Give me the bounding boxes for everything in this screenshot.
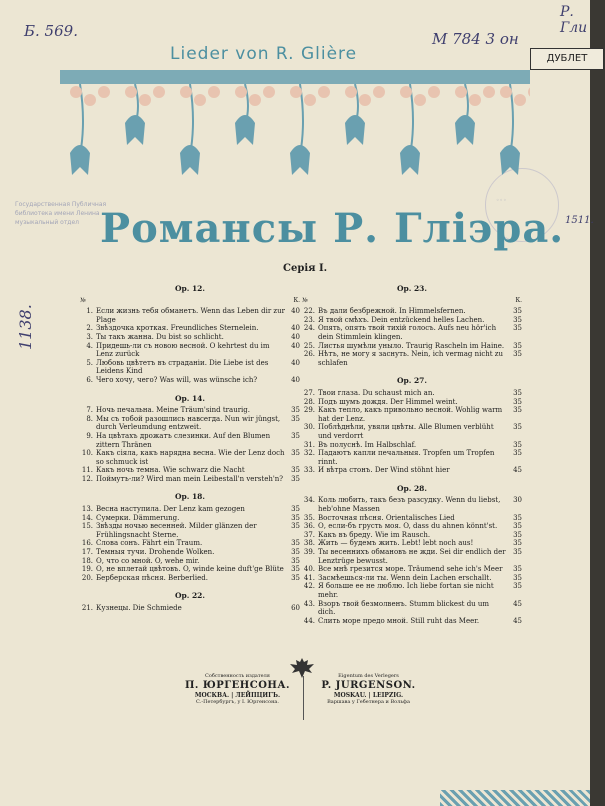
- song-entry: [80, 522, 300, 539]
- song-entry: [302, 423, 522, 440]
- song-title: Нѣтъ, не могу я заснуть. Nein, ich vermag nicht zu schlafen: [318, 350, 504, 367]
- song-number: 10.: [81, 449, 93, 458]
- publisher-note: Собственность издателя: [205, 673, 270, 679]
- song-number: 28.: [303, 397, 315, 406]
- song-number: 32.: [303, 449, 315, 458]
- opus-heading: Op. 23.: [396, 284, 428, 293]
- song-price: 35: [513, 397, 522, 406]
- song-title: Если жизнь тебя обманетъ. Wenn das Leben dir zur Plage: [96, 307, 285, 324]
- number-header: №: [80, 296, 86, 304]
- song-number: 20.: [81, 573, 93, 582]
- song-number: 15.: [81, 522, 93, 531]
- song-price: 35: [291, 565, 300, 574]
- song-entry: [80, 565, 300, 574]
- song-price: 35: [291, 539, 300, 548]
- price-header: К.: [515, 296, 522, 304]
- price-header: К.: [293, 296, 300, 304]
- song-title: Засмѣешься-ли ты. Wenn dein Lachen erschallt.: [318, 573, 492, 582]
- song-number: 17.: [81, 548, 93, 557]
- song-number: 33.: [303, 466, 315, 475]
- opus-group: [80, 592, 300, 612]
- song-entry: [302, 449, 522, 466]
- song-title: Твои глаза. Du schaust mich an.: [318, 388, 435, 397]
- background-edge: [590, 0, 605, 806]
- handwritten-composer-note: Р. Гли: [560, 4, 588, 36]
- song-title: Поблѣднѣли, увяли цвѣты. Alle Blumen verblüht und verdorrt: [318, 423, 494, 440]
- song-price: 40: [291, 332, 300, 341]
- publisher-russian: [175, 673, 300, 705]
- song-entry: [302, 350, 522, 367]
- song-entry: [80, 514, 300, 523]
- song-title: Взоръ твой безмолвенъ. Stumm blickest du um dich.: [318, 599, 490, 617]
- song-price: 35: [513, 513, 522, 522]
- song-price: 35: [513, 449, 522, 458]
- column-header: [302, 297, 522, 306]
- song-title: О, не вплетай цвѣтовъ. O, winde keine duft'ge Blüte: [96, 565, 284, 574]
- round-stamp-mark: ◦◦◦: [496, 197, 507, 204]
- song-title: Какъ тепло, какъ привольно весной. Wohlig warm hat der Lenz.: [318, 406, 503, 423]
- song-entry: [80, 548, 300, 557]
- song-price: 40: [291, 358, 300, 367]
- opus-group: [80, 285, 300, 385]
- song-price: 35: [513, 423, 522, 432]
- song-price: 35: [291, 522, 300, 531]
- song-number: 13.: [81, 505, 93, 514]
- song-list-left: [80, 285, 300, 623]
- song-entry: [80, 505, 300, 514]
- song-title: Поймутъ-ли? Wird man mein Leibestall'n versteh'n?: [96, 474, 284, 483]
- song-number: 19.: [81, 565, 93, 574]
- song-title: Придешь-ли съ новою весной. O kehrtest du im Lenz zurück: [96, 341, 270, 359]
- song-title: Звѣзды ночью весенней. Milder glänzen der Frühlingsnacht Sterne.: [96, 522, 257, 539]
- song-number: 31.: [303, 440, 315, 449]
- song-price: 35: [291, 466, 300, 475]
- opus-heading: Op. 14.: [174, 393, 206, 403]
- song-title: Звѣздочка кроткая. Freundliches Sternelein.: [96, 324, 259, 333]
- song-entry: [80, 376, 300, 385]
- song-price: 35: [291, 556, 300, 565]
- song-number: 34.: [303, 496, 315, 505]
- song-title: Мы съ тобой разошлись навсегда. Nun wir jüngst, durch Verleumdung entzweit.: [96, 414, 281, 432]
- song-entry: [80, 604, 300, 613]
- song-entry: [302, 582, 522, 599]
- song-number: 44.: [303, 616, 315, 625]
- song-price: 35: [291, 513, 300, 522]
- publisher-address: С.-Петербургъ, у I. Юргенсона.: [196, 699, 279, 705]
- song-price: 35: [513, 388, 522, 397]
- song-entry: [80, 415, 300, 432]
- song-number: 23.: [303, 315, 315, 324]
- song-price: 35: [513, 539, 522, 548]
- song-title: Какъ сiяла, какъ нарядна весна. Wie der Lenz doch so schmuck ist: [96, 449, 285, 466]
- opus-group: [80, 395, 300, 484]
- song-title: Берберская пѣсня. Berberlied.: [96, 573, 208, 582]
- cover-border-ornament: [440, 790, 590, 806]
- song-title: Кузнецы. Die Schmiede: [96, 604, 182, 612]
- song-title: Все мнѣ грезится море. Träumend sehe ich's Meer: [318, 565, 503, 574]
- song-price: 35: [513, 341, 522, 350]
- song-entry: [80, 324, 300, 333]
- publisher-german: [306, 673, 431, 705]
- song-number: 11.: [81, 466, 93, 475]
- song-number: 36.: [303, 522, 315, 531]
- song-entry: [302, 324, 522, 341]
- song-entry: [302, 307, 522, 316]
- song-title: Коль любить, такъ безъ разсудку. Wenn du liebst, heb'ohne Massen: [318, 496, 501, 514]
- song-price: 35: [513, 324, 522, 333]
- song-title: Ты такъ жанна. Du bist so schlicht.: [96, 332, 224, 341]
- song-price: 35: [513, 307, 522, 316]
- song-title: Подъ шумъ дождя. Der Himmel weint.: [318, 397, 458, 406]
- publisher-divider: [303, 676, 304, 720]
- song-number: 16.: [81, 539, 93, 548]
- song-price: 45: [513, 616, 522, 625]
- publisher-name: П. ЮРГЕНСОНА.: [184, 680, 290, 691]
- song-entry: [80, 449, 300, 466]
- song-price: 45: [513, 599, 522, 608]
- song-entry: [80, 342, 300, 359]
- lieder-heading: Lieder von R. Glière: [170, 44, 358, 64]
- song-entry: [80, 557, 300, 566]
- song-entry: [80, 432, 300, 449]
- handwritten-vertical-number: 1138.: [16, 304, 35, 350]
- number-header: №: [302, 296, 308, 304]
- song-title: Листья шумѣли уныло. Traurig Rascheln im Haine.: [318, 341, 505, 350]
- opus-group: [302, 377, 522, 475]
- song-entry: [80, 466, 300, 475]
- song-price: 35: [291, 449, 300, 458]
- song-price: 40: [291, 307, 300, 316]
- song-entry: [302, 522, 522, 531]
- song-title: Слова сонъ. Fährt ein Traum.: [96, 539, 203, 548]
- song-list-right: [302, 285, 522, 635]
- song-title: Сумерки. Dämmerung.: [96, 513, 180, 522]
- song-price: 35: [513, 350, 522, 359]
- song-entry: [302, 406, 522, 423]
- series-label: Серiя I.: [283, 263, 328, 274]
- opus-heading: Op. 12.: [174, 284, 206, 293]
- song-price: 35: [291, 414, 300, 423]
- song-number: 21.: [81, 604, 93, 612]
- song-number: 41.: [303, 573, 315, 582]
- opus-heading: Op. 18.: [174, 492, 206, 502]
- handwritten-catalog-number: М 784 3 он: [432, 30, 519, 48]
- song-number: 5.: [86, 358, 93, 367]
- song-number: 42.: [303, 582, 315, 591]
- publisher-cities: MOSKAU. | LEIPZIG.: [333, 692, 404, 699]
- song-price: 35: [291, 474, 300, 483]
- song-entry: [80, 406, 300, 415]
- song-entry: [80, 475, 300, 484]
- song-number: 7.: [86, 406, 93, 415]
- song-number: 38.: [303, 539, 315, 548]
- song-price: 40: [291, 324, 300, 333]
- song-number: 40.: [303, 565, 315, 574]
- column-header: [80, 297, 300, 306]
- song-number: 18.: [81, 556, 93, 565]
- song-number: 27.: [303, 388, 315, 397]
- song-number: 30.: [303, 423, 315, 432]
- song-price: 35: [513, 573, 522, 582]
- song-price: 35: [513, 565, 522, 574]
- song-entry: [302, 514, 522, 523]
- song-price: 35: [513, 548, 522, 557]
- song-number: 8.: [86, 414, 93, 423]
- opus-group: [302, 485, 522, 626]
- song-price: 35: [291, 548, 300, 557]
- song-entry: [302, 565, 522, 574]
- song-entry: [80, 307, 300, 324]
- library-stamp: Государственная Публичная библиотека имени Ленина музыкальный отдел: [15, 201, 107, 226]
- song-price: 35: [291, 573, 300, 582]
- song-price: 35: [513, 522, 522, 531]
- song-entry: [80, 574, 300, 583]
- song-title: Слить море предо мной. Still ruht das Meer.: [318, 616, 480, 625]
- song-title: Восточная пѣсня. Orientalisches Lied: [318, 513, 455, 522]
- song-entry: [80, 539, 300, 548]
- song-entry: [302, 600, 522, 617]
- opus-heading: Op. 22.: [174, 591, 206, 601]
- song-number: 25.: [303, 341, 315, 350]
- song-price: 35: [513, 440, 522, 449]
- song-number: 37.: [303, 530, 315, 539]
- song-price: 30: [513, 496, 522, 505]
- page-title: Романсы Р. Глiэра.: [100, 205, 565, 252]
- song-title: И вѣтра стонъ. Der Wind stöhnt hier: [318, 466, 450, 475]
- song-title: Чего хочу, чего? Was will, was wünsche ich?: [96, 375, 258, 384]
- song-number: 9.: [86, 431, 93, 440]
- song-entry: [302, 574, 522, 583]
- song-entry: [302, 316, 522, 325]
- song-title: Въ полуснѣ. Im Halbschlaf.: [318, 440, 417, 449]
- song-entry: [302, 398, 522, 407]
- publisher-address: Варшава у Гебетнера и Вольфа: [327, 699, 410, 705]
- song-entry: [80, 359, 300, 376]
- song-title: Ты весеннихъ обмановъ не жди. Sei dir endlich der Lenztrüge bewusst.: [318, 548, 506, 565]
- song-title: Темныя тучи. Drohende Wolken.: [96, 548, 215, 557]
- publisher-cities: МОСКВА. | ЛЕЙПЦИГЪ.: [194, 692, 281, 699]
- song-entry: [302, 389, 522, 398]
- song-title: Я больше ее не люблю. Ich liebe fortan sie nicht mehr.: [318, 582, 494, 599]
- song-number: 14.: [81, 513, 93, 522]
- song-number: 4.: [86, 341, 93, 350]
- song-title: На цвѣтахъ дрожатъ слезинки. Auf den Blumen zittern Thränen: [96, 431, 271, 449]
- song-title: Какъ ночь темна. Wie schwarz die Nacht: [96, 466, 245, 475]
- song-number: 43.: [303, 599, 315, 608]
- song-title: Какъ въ бреду. Wie im Rausch.: [318, 530, 431, 539]
- song-number: 2.: [86, 324, 93, 333]
- song-price: 35: [291, 431, 300, 440]
- song-title: О, если-бъ грусть моя. O, dass du ahnen könnt'st.: [318, 522, 498, 531]
- song-number: 1.: [86, 307, 93, 316]
- song-entry: [302, 496, 522, 513]
- song-price: 40: [291, 375, 300, 384]
- song-price: 35: [291, 406, 300, 415]
- song-price: 45: [513, 466, 522, 475]
- song-price: 35: [513, 582, 522, 591]
- dublet-stamp: ДУБЛЕТ: [530, 48, 604, 70]
- song-entry: [80, 333, 300, 342]
- opus-group: [302, 285, 522, 367]
- handwritten-shelfmark: Б. 569.: [24, 22, 78, 40]
- song-number: 39.: [303, 548, 315, 557]
- opus-heading: Op. 28.: [396, 483, 428, 493]
- floral-ornament: [60, 70, 530, 195]
- song-number: 3.: [86, 332, 93, 341]
- song-title: Жить — будемъ жить. Lebt! lebt noch aus!: [318, 539, 474, 548]
- handwritten-year: 1511.: [565, 215, 594, 226]
- song-title: О, что со мной. O, wehe mir.: [96, 556, 200, 565]
- song-entry: [302, 539, 522, 548]
- song-title: Я твой смѣхъ. Dein entzückend helles Lachen.: [318, 315, 485, 324]
- song-entry: [302, 441, 522, 450]
- song-price: 60: [291, 604, 300, 612]
- song-price: 35: [513, 315, 522, 324]
- song-entry: [302, 531, 522, 540]
- song-price: 35: [513, 530, 522, 539]
- song-title: Падаютъ капли печальныя. Tropfen um Tropfen rinnt.: [318, 449, 495, 466]
- song-title: Въ дали безбрежной. In Himmelsfernen.: [318, 307, 466, 316]
- song-number: 12.: [81, 474, 93, 483]
- song-title: Ночь печальна. Meine Träum'sind traurig.: [96, 406, 250, 415]
- song-number: 6.: [86, 375, 93, 384]
- song-price: 35: [291, 505, 300, 514]
- publisher-note: Eigentum des Verlegers: [338, 673, 399, 679]
- song-number: 22.: [303, 307, 315, 316]
- song-entry: [302, 466, 522, 475]
- song-entry: [302, 617, 522, 626]
- song-title: Опять, опять твой тихiй голосъ. Aufs neu hör'ich dein Stimmlein klingen.: [318, 324, 497, 341]
- opus-group: [80, 493, 300, 582]
- song-entry: [302, 342, 522, 351]
- song-number: 29.: [303, 406, 315, 415]
- song-price: 35: [513, 406, 522, 415]
- song-number: 24.: [303, 324, 315, 333]
- publisher-name: P. JURGENSON.: [321, 680, 416, 691]
- opus-heading: Op. 27.: [396, 376, 428, 386]
- song-number: 35.: [303, 513, 315, 522]
- song-number: 26.: [303, 350, 315, 359]
- song-title: Весна наступила. Der Lenz kam gezogen: [96, 505, 245, 514]
- song-price: 40: [291, 341, 300, 350]
- song-entry: [302, 548, 522, 565]
- song-title: Любовь цвѣтетъ въ страданiи. Die Liebe ist des Leidens Kind: [96, 358, 269, 376]
